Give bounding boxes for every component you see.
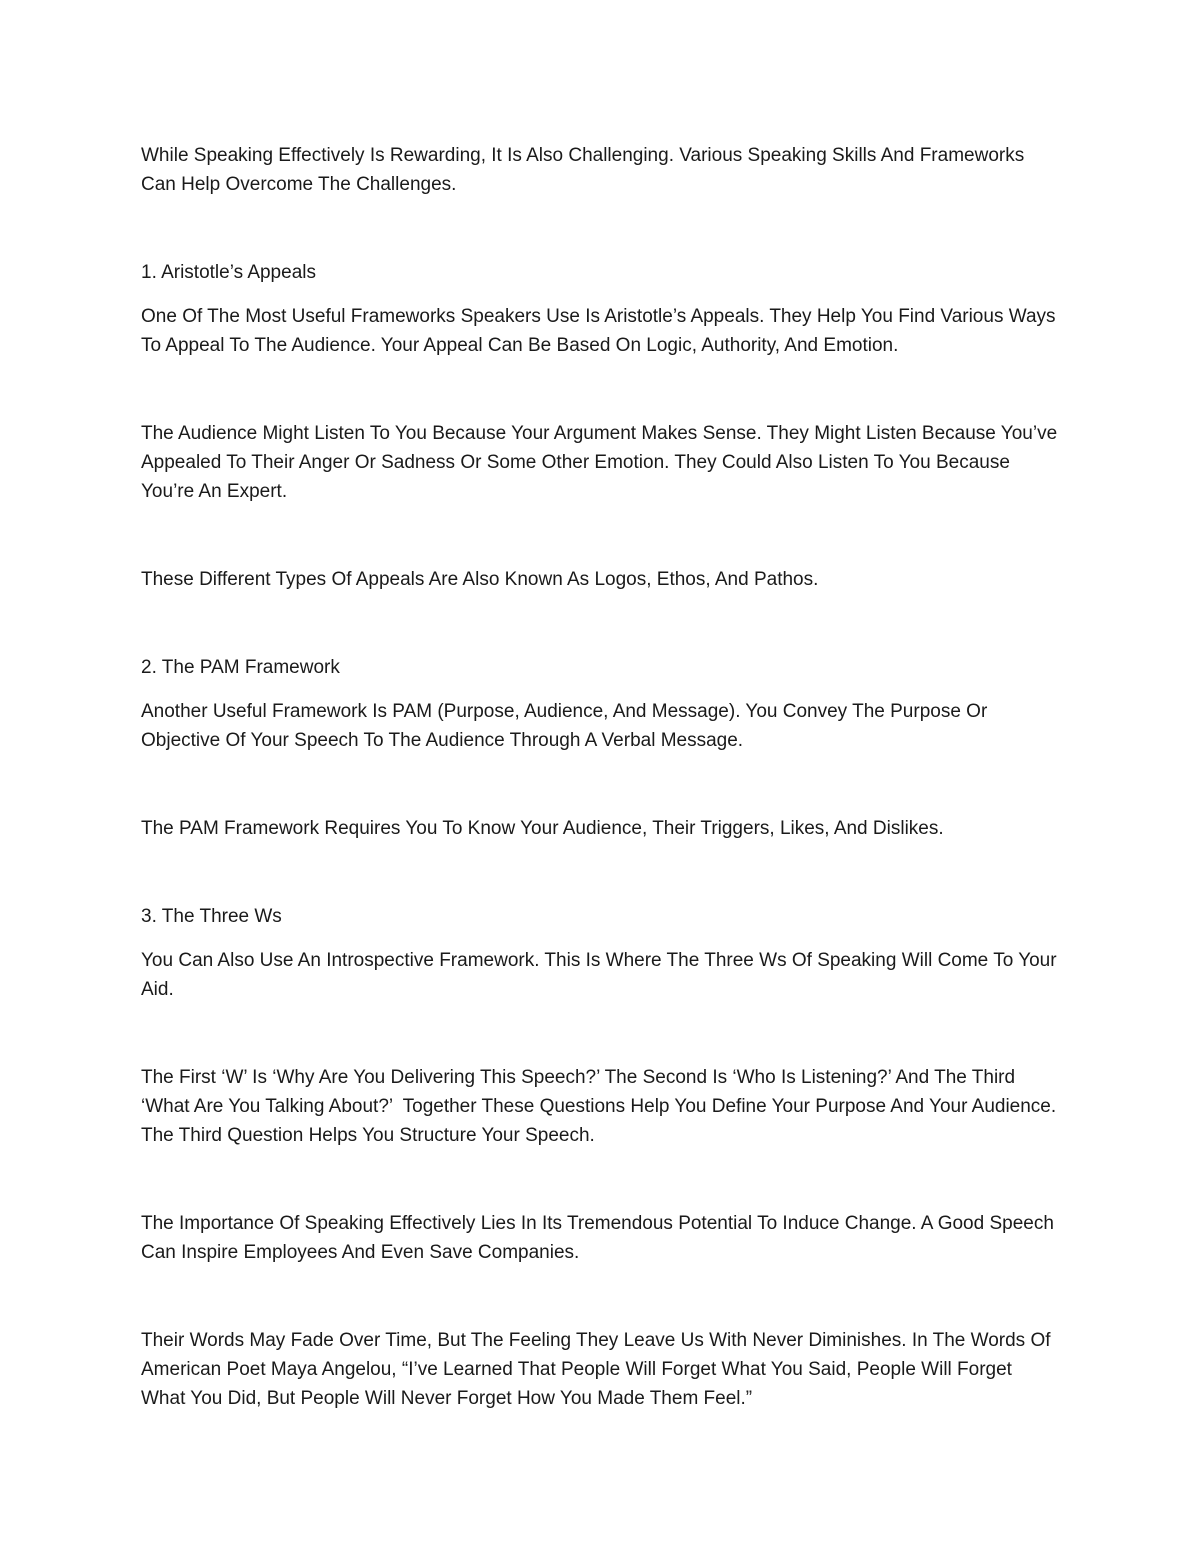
paragraph-pam-2: The PAM Framework Requires You To Know Your Audience, Their Triggers, Likes, And Dislikes. (141, 818, 944, 839)
intro-paragraph: While Speaking Effectively Is Rewarding, It Is Also Challenging. Various Speaking Skills And Frameworks Can Help Overcome The Challenges. (141, 145, 1030, 195)
paragraph-aristotle-1: One Of The Most Useful Frameworks Speakers Use Is Aristotle’s Appeals. They Help You Find Various Ways To Appeal To The Audience. Your Appeal Can Be Based On Logic, Authority, And Emotion. (141, 306, 1061, 356)
paragraph-three-ws-2: The First ‘W’ Is ‘Why Are You Delivering This Speech?’ The Second Is ‘Who Is Listening?’ And The Third ‘What Are You Talking About?’ Together These Questions Help You Define Your Purpose And Your Audience. The Third Question Helps You Structure Your Speech. (141, 1067, 1062, 1146)
paragraph-importance: The Importance Of Speaking Effectively Lies In Its Tremendous Potential To Induce Change. A Good Speech Can Inspire Employees And Even Save Companies. (141, 1213, 1060, 1263)
section-heading-pam: 2. The PAM Framework (141, 657, 340, 678)
document-body (141, 141, 1061, 1413)
section-heading-three-ws: 3. The Three Ws (141, 906, 282, 927)
paragraph-angelou-quote: Their Words May Fade Over Time, But The Feeling They Leave Us With Never Diminishes. In The Words Of American Poet Maya Angelou, “I’ve Learned That People Will Forget What You Said, People Will Forget What You Did, But People Will Never Forget How You Made Them Feel.” (141, 1330, 1055, 1409)
paragraph-aristotle-3: These Different Types Of Appeals Are Also Known As Logos, Ethos, And Pathos. (141, 569, 819, 590)
paragraph-pam-1: Another Useful Framework Is PAM (Purpose, Audience, And Message). You Convey The Purpose Or Objective Of Your Speech To The Audience Through A Verbal Message. (141, 701, 993, 751)
paragraph-three-ws-1: You Can Also Use An Introspective Framework. This Is Where The Three Ws Of Speaking Will Come To Your Aid. (141, 950, 1061, 1000)
section-heading-aristotle: 1. Aristotle’s Appeals (141, 262, 316, 283)
paragraph-aristotle-2: The Audience Might Listen To You Because Your Argument Makes Sense. They Might Listen Because You’ve Appealed To Their Anger Or Sadness Or Some Other Emotion. They Could Also Listen To You Because You’re An Expert. (141, 423, 1062, 502)
